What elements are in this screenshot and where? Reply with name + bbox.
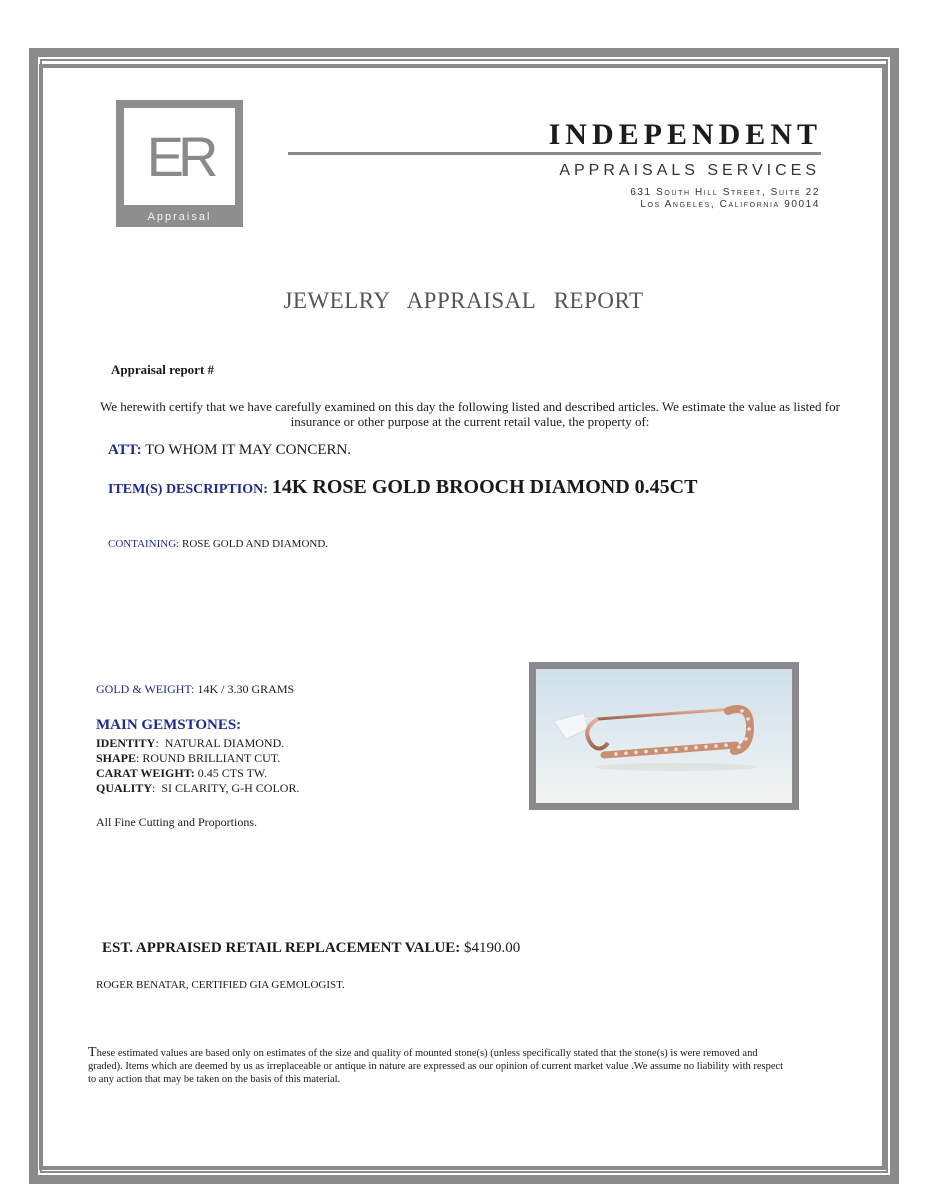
disclaimer-body: hese estimated values are based only on estimates of the size and quality of mounted stone(s) (unless specifically stated that the stone(s) is were removed and graded). Items which are deemed by us as irreplaceable or antique in nature are expressed as our opinion of current market value .We assume no liability with respect to any action that may be taken on the basis of this material. — [88, 1048, 784, 1085]
address-line-1: 631 South Hill Street, Suite 22 — [630, 187, 820, 198]
brooch-shadow — [596, 763, 756, 771]
carat-line — [96, 766, 299, 781]
appraisal-report-number: Appraisal report # — [111, 362, 215, 377]
item-photo-frame — [529, 662, 799, 810]
fine-cutting-note: All Fine Cutting and Proportions. — [96, 815, 258, 829]
main-gemstones-heading: MAIN GEMSTONES: — [96, 717, 242, 733]
disclaimer-initial: T — [88, 1045, 97, 1060]
header-divider — [288, 152, 821, 155]
identity-label: IDENTITY — [96, 736, 156, 750]
company-subtitle: APPRAISALS SERVICES — [559, 162, 820, 179]
quality-line — [96, 781, 299, 796]
company-logo — [116, 100, 243, 227]
att-line — [108, 442, 351, 459]
report-title: JEWELRY APPRAISAL REPORT — [283, 288, 644, 313]
shape-value: : ROUND BRILLIANT CUT. — [136, 751, 281, 765]
identity-value: : NATURAL DIAMOND. — [155, 736, 285, 750]
logo-monogram: ER — [146, 124, 213, 188]
gemstone-details — [96, 736, 299, 796]
disclaimer-text — [88, 1046, 788, 1086]
certification-statement: We herewith certify that we have carefully examined on this day the following listed and described articles. We estimate the value as listed for insurance or other purpose at the current retail value, the property of: — [100, 399, 840, 429]
address-line-2: Los Angeles, California 90014 — [640, 199, 820, 210]
company-address — [630, 187, 820, 211]
carat-label: CARAT WEIGHT: — [96, 766, 195, 780]
gemologist-signature-line: ROGER BENATAR, CERTIFIED GIA GEMOLOGIST. — [96, 979, 345, 991]
identity-line — [96, 736, 299, 751]
brooch-photo — [536, 669, 792, 803]
shape-label: SHAPE — [96, 751, 137, 765]
carat-value: 0.45 CTS TW. — [194, 766, 268, 780]
item-description — [108, 476, 697, 499]
item-description-label: ITEM(S) DESCRIPTION: — [108, 482, 268, 497]
inner-border-frame — [39, 64, 886, 1170]
item-description-value: 14K ROSE GOLD BROOCH DIAMOND 0.45CT — [271, 476, 698, 498]
appraised-value-amount: $4190.00 — [464, 940, 521, 956]
gold-weight-line — [96, 682, 294, 697]
quality-value: : SI CLARITY, G-H COLOR. — [152, 781, 300, 795]
att-label: ATT: — [108, 442, 142, 458]
containing-line — [108, 538, 328, 550]
gold-weight-label: GOLD & WEIGHT: — [96, 682, 195, 696]
logo-inner-panel — [124, 108, 235, 205]
quality-label: QUALITY — [96, 781, 153, 795]
appraised-value-label: EST. APPRAISED RETAIL REPLACEMENT VALUE: — [102, 940, 461, 956]
containing-value: ROSE GOLD AND DIAMOND. — [181, 538, 329, 550]
shape-line — [96, 751, 299, 766]
att-value: TO WHOM IT MAY CONCERN. — [145, 442, 352, 458]
appraised-value — [102, 940, 520, 957]
company-name: INDEPENDENT — [548, 118, 822, 151]
photo-background — [536, 669, 792, 803]
gold-weight-value: 14K / 3.30 GRAMS — [197, 682, 295, 696]
logo-caption: Appraisal — [147, 211, 212, 223]
containing-label: CONTAINING: — [108, 538, 180, 550]
